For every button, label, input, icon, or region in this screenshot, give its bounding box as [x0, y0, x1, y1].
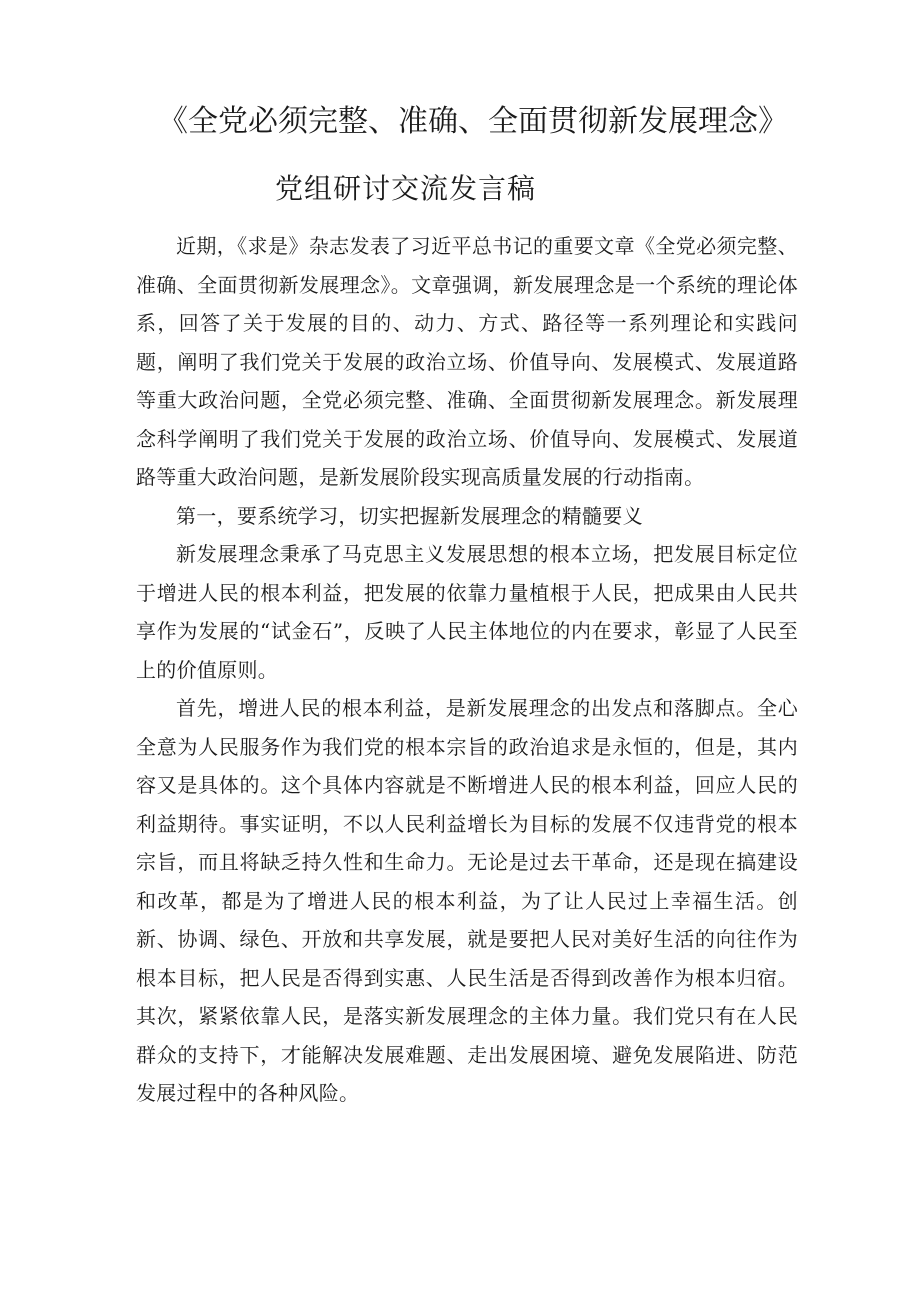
document-title-line-1: 《全党必须完整、准确、全面贯彻新发展理念》 [158, 104, 788, 139]
paragraph-intro: 近期，《求是》杂志发表了习近平总书记的重要文章《全党必须完整、准确、全面贯彻新发展理念》。文章强调，新发展理念是一个系统的理论体系，回答了关于发展的目的、动力、方式、路径等一系列理论和实践问题，阐明了我们党关于发展的政治立场、价值导向、发展模式、发展道路等重大政治问题，全党必须完整、准确、全面贯彻新发展理念。新发展理念科学阐明了我们党关于发展的政治立场、价值导向、发展模式、发展道路等重大政治问题，是新发展阶段实现高质量发展的行动指南。 [136, 234, 798, 489]
section-heading-first: 第一，要系统学习，切实把握新发展理念的精髓要义 [176, 503, 643, 528]
document-title-line-2: 党组研讨交流发言稿 [275, 172, 537, 205]
document-body [136, 227, 798, 1113]
paragraph-people-centered: 新发展理念秉承了马克思主义发展思想的根本立场，把发展目标定位于增进人民的根本利益，把发展的依靠力量植根于人民，把成果由人民共享作为发展的“试金石”，反映了人民主体地位的内在要求，彰显了人民至上的价值原则。 [136, 542, 798, 682]
paragraph-first-second-points: 首先，增进人民的根本利益，是新发展理念的出发点和落脚点。全心全意为人民服务作为我们党的根本宗旨的政治追求是永恒的，但是，其内容又是具体的。这个具体内容就是不断增进人民的根本利益，回应人民的利益期待。事实证明，不以人民利益增长为目标的发展不仅违背党的根本宗旨，而且将缺乏持久性和生命力。无论是过去干革命，还是现在搞建设和改革，都是为了增进人民的根本利益，为了让人民过上幸福生活。创新、协调、绿色、开放和共享发展，就是要把人民对美好生活的向往作为根本目标，把人民是否得到实惠、人民生活是否得到改善作为根本归宿。其次，紧紧依靠人民，是落实新发展理念的主体力量。我们党只有在人民群众的支持下，才能解决发展难题、走出发展困境、避免发展陷进、防范发展过程中的各种风险。 [136, 696, 798, 1105]
